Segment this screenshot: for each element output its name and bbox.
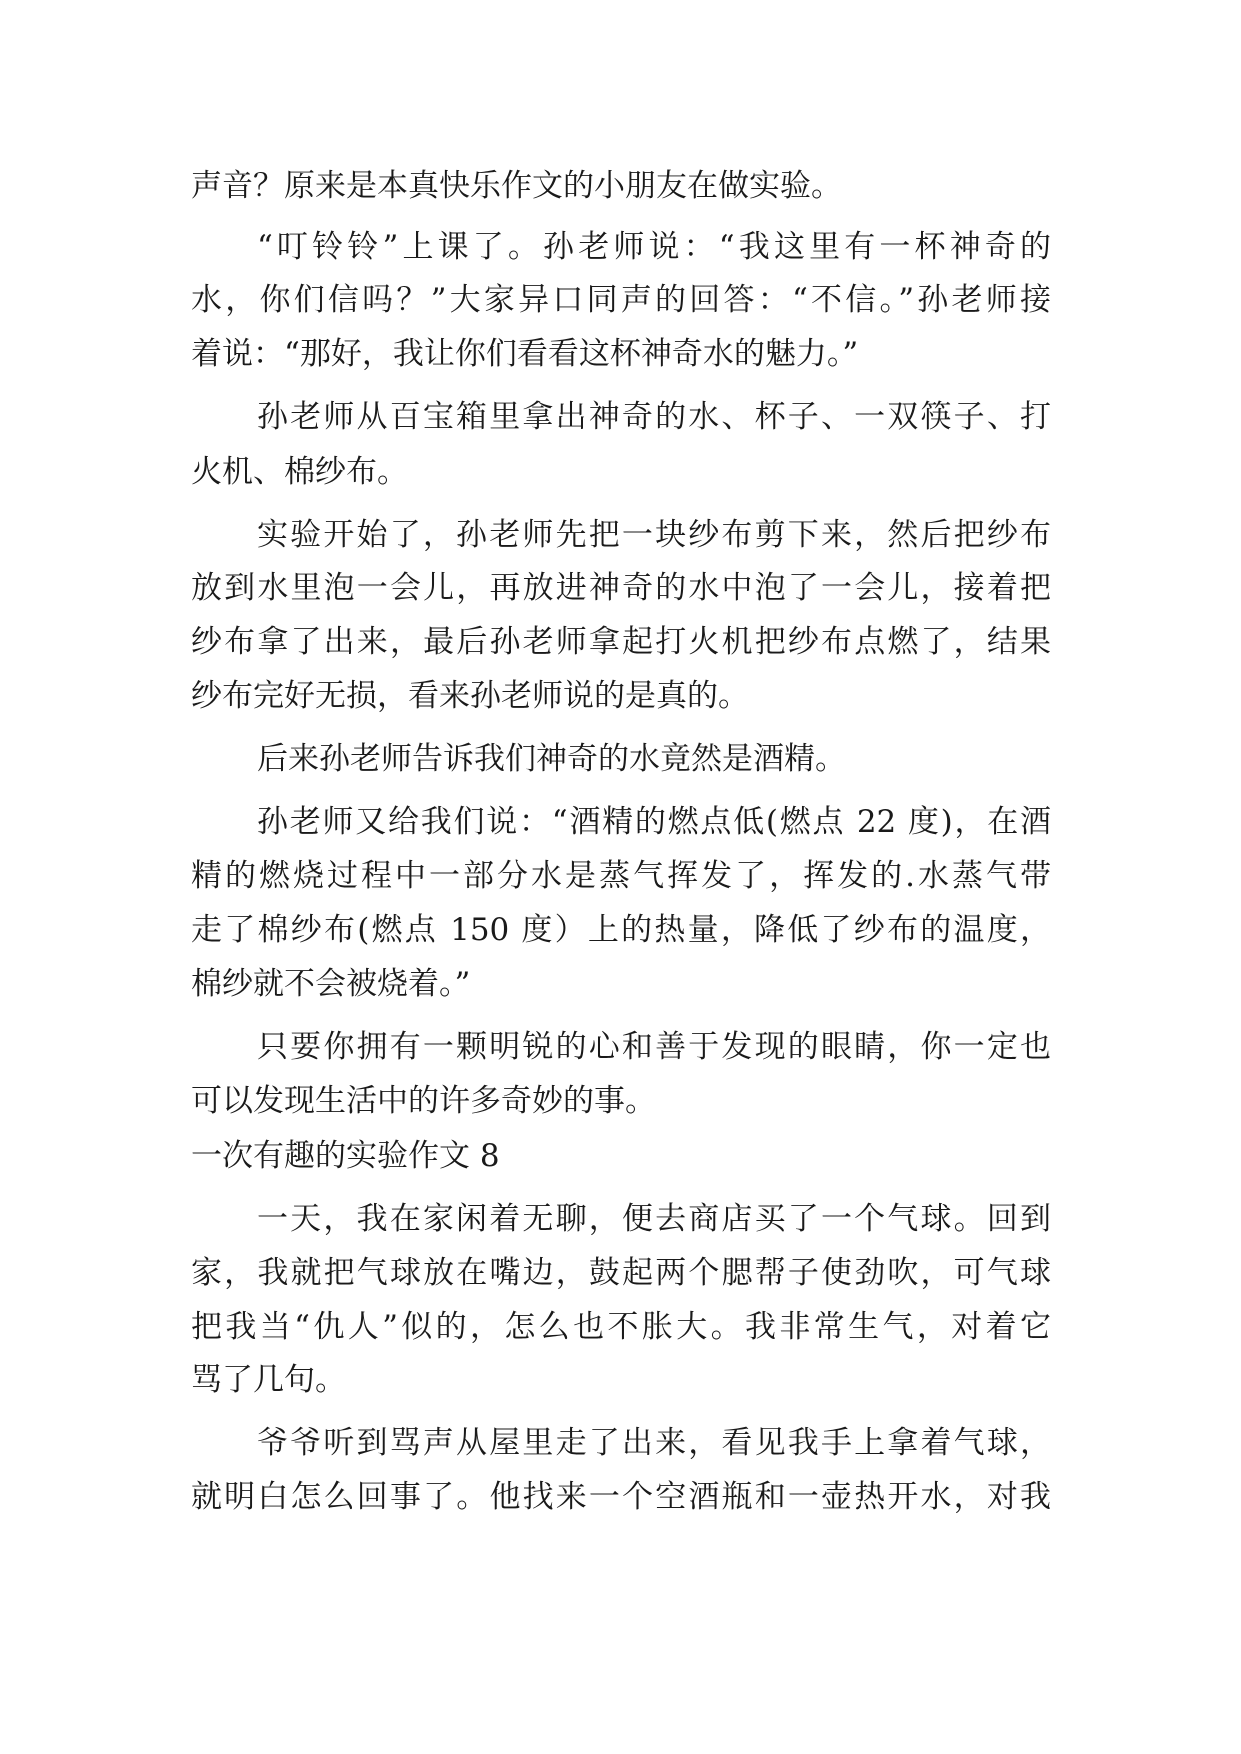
text-line: 家，我就把气球放在嘴边，鼓起两个腮帮子使劲吹，可气球 [191,1255,1051,1291]
text-line: 精的燃烧过程中一部分水是蒸气挥发了，挥发的.水蒸气带 [191,858,1051,894]
text-line: 火机、棉纱布。 [191,454,408,490]
text-line: 就明白怎么回事了。他找来一个空酒瓶和一壶热开水，对我 [191,1479,1051,1515]
text-line: 纱布拿了出来，最后孙老师拿起打火机把纱布点燃了，结果 [191,624,1051,660]
text-line: 纱布完好无损，看来孙老师说的是真的。 [191,678,749,714]
text-line: 声音？原来是本真快乐作文的小朋友在做实验。 [191,168,842,204]
text-line: 爷爷听到骂声从屋里走了出来，看见我手上拿着气球， [257,1425,1051,1461]
text-line: 一天，我在家闲着无聊，便去商店买了一个气球。回到 [257,1201,1051,1237]
text-line: 把我当“仇人”似的，怎么也不胀大。我非常生气，对着它 [191,1309,1051,1345]
text-line: 只要你拥有一颗明锐的心和善于发现的眼睛，你一定也 [257,1029,1051,1065]
text-line: 棉纱就不会被烧着。” [191,966,471,1002]
text-line: 后来孙老师告诉我们神奇的水竟然是酒精。 [257,741,846,777]
text-line: “叮铃铃”上课了。孙老师说：“我这里有一杯神奇的 [257,229,1051,265]
text-line: 放到水里泡一会儿，再放进神奇的水中泡了一会儿，接着把 [191,570,1051,606]
text-line: 着说：“那好，我让你们看看这杯神奇水的魅力。” [191,336,859,372]
text-line: 走了棉纱布(燃点 150 度）上的热量，降低了纱布的温度， [191,912,1051,948]
text-line: 水，你们信吗？”大家异口同声的回答：“不信。”孙老师接 [191,282,1051,318]
text-line: 实验开始了，孙老师先把一块纱布剪下来，然后把纱布 [257,517,1051,553]
text-line: 可以发现生活中的许多奇妙的事。 [191,1083,656,1119]
text-line: 骂了几句。 [191,1362,346,1398]
section-heading: 一次有趣的实验作文 8 [191,1138,500,1174]
text-line: 孙老师从百宝箱里拿出神奇的水、杯子、一双筷子、打 [257,399,1051,435]
text-line: 孙老师又给我们说：“酒精的燃点低(燃点 22 度)，在酒 [257,804,1051,840]
